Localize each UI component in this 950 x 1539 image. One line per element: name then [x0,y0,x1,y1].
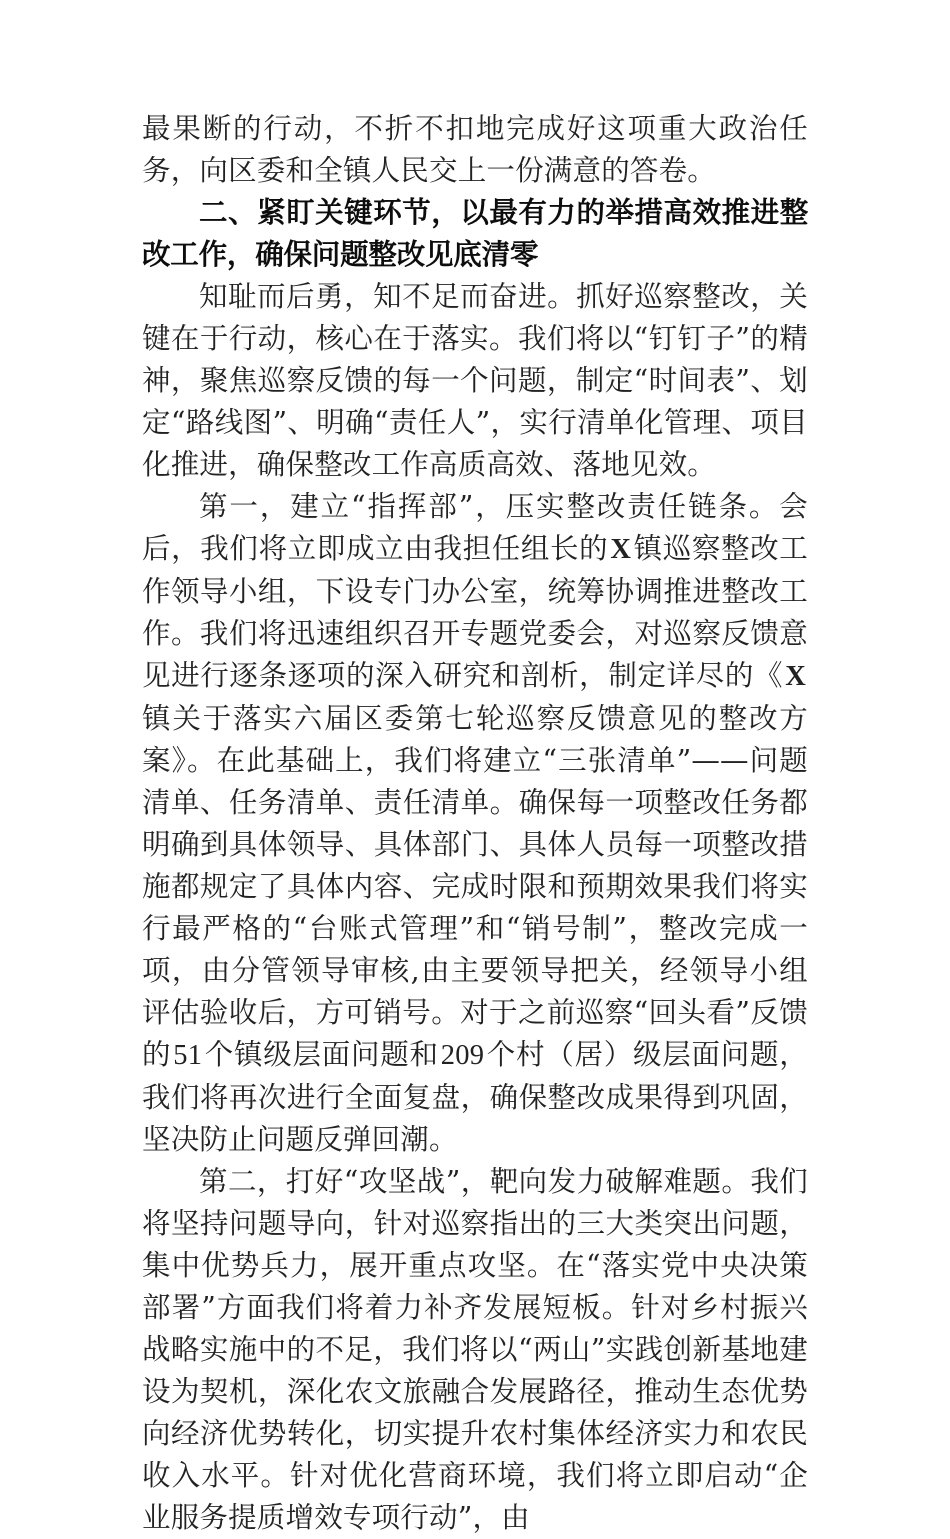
body-paragraph: 最果断的行动，不折不扣地完成好这项重大政治任务，向区委和全镇人民交上一份满意的答卷。 [142,112,808,187]
section-heading: 二、紧盯关键环节，以最有力的举措高效推进整改工作，确保问题整改见底清零 [142,196,808,271]
numeric-token: 209 [440,1040,485,1071]
body-paragraph: 知耻而后勇，知不足而奋进。抓好巡察整改，关键在于行动，核心在于落实。我们将以“钉钉子”的精神，聚焦巡察反馈的每一个问题，制定“时间表”、划定“路线图”、明确“责任人”，实行清单化管理、项目化推进，确保整改工作高质高效、落地见效。 [142,280,808,481]
body-paragraph: 第一，建立“指挥部”，压实整改责任链条。会后，我们将立即成立由我担任组长的X镇巡察整改工作领导小组，下设专门办公室，统筹协调推进整改工作。我们将迅速组织召开专题党委会，对巡察反馈意见进行逐条逐项的深入研究和剖析，制定详尽的《X镇关于落实六届区委第七轮巡察反馈意见的整改方案》。在此基础上，我们将建立“三张清单”——问题清单、任务清单、责任清单。确保每一项整改任务都明确到具体领导、具体部门、具体人员每一项整改措施都规定了具体内容、完成时限和预期效果我们将实行最严格的“台账式管理”和“销号制”，整改完成一项，由分管领导审核,由主要领导把关，经领导小组评估验收后，方可销号。对于之前巡察“回头看”反馈的51个镇级层面问题和209个村（居）级层面问题，我们将再次进行全面复盘，确保整改成果得到巩固，坚决防止问题反弹回潮。 [142,490,808,1156]
latin-token: X [610,534,632,565]
body-paragraph: 第二，打好“攻坚战”，靶向发力破解难题。我们将坚持问题导向，针对巡察指出的三大类突出问题，集中优势兵力，展开重点攻坚。在“落实党中央决策部署”方面我们将着力补齐发展短板。针对乡村振兴战略实施中的不足，我们将以“两山”实践创新基地建设为契机，深化农文旅融合发展路径，推动生态优势向经济优势转化，切实提升农村集体经济实力和农民收入水平。针对优化营商环境，我们将立即启动“企业服务提质增效专项行动”，由 [142,1165,808,1534]
latin-token: X [785,661,806,692]
document-text-block [142,108,808,1539]
numeric-token: 51 [173,1040,203,1071]
